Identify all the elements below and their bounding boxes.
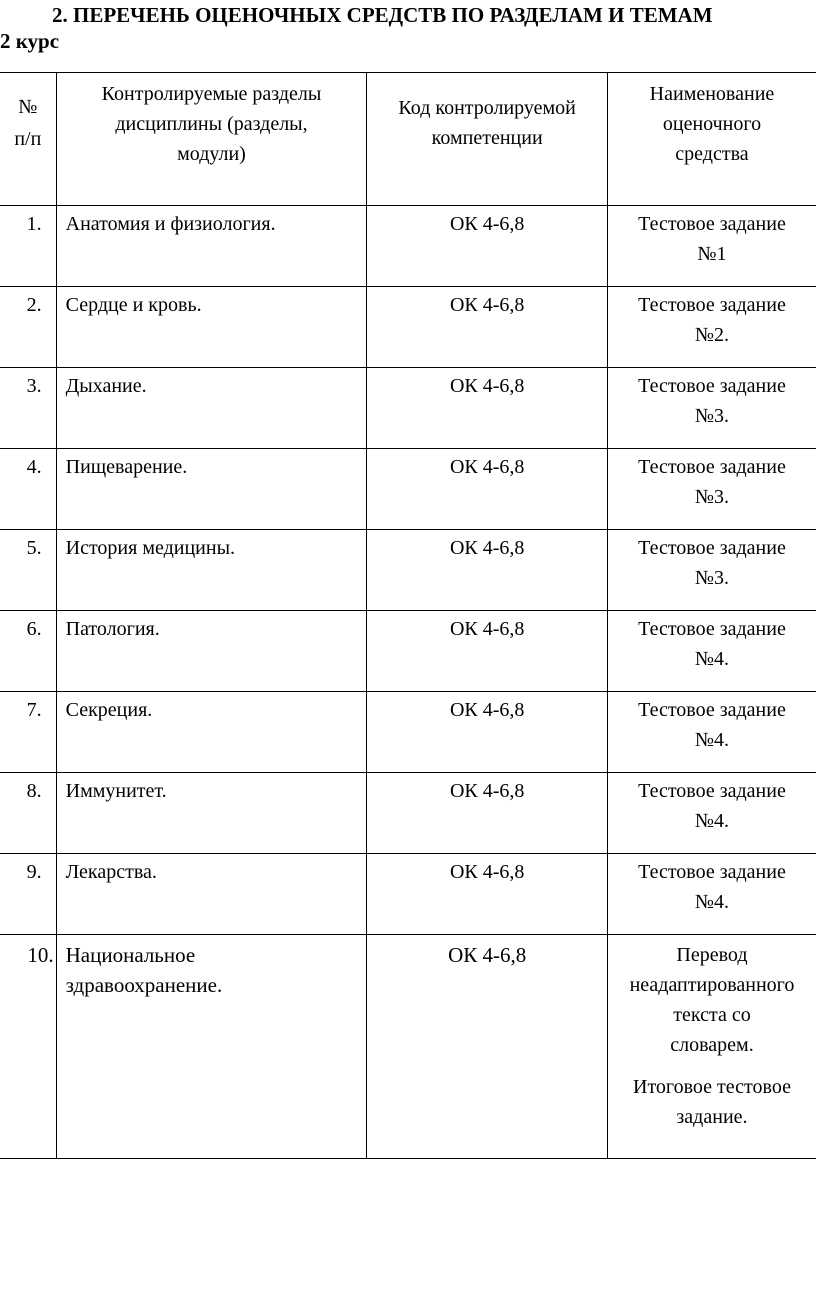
document-title: 2. ПЕРЕЧЕНЬ ОЦЕНОЧНЫХ СРЕДСТВ ПО РАЗДЕЛАМ И ТЕМАМ xyxy=(52,3,713,27)
row-competence-code: ОК 4-6,8 xyxy=(367,206,608,287)
row-section: Сердце и кровь. xyxy=(56,287,367,368)
row-assessment-tool: Тестовое задание №4. xyxy=(607,854,816,935)
table-row xyxy=(0,773,816,854)
row-number: 9. xyxy=(0,854,56,935)
row-assessment-tool: Тестовое задание №3. xyxy=(607,530,816,611)
row-assessment-tool: Тестовое задание №4. xyxy=(607,773,816,854)
row-competence-code: ОК 4-6,8 xyxy=(367,854,608,935)
row-number: 7. xyxy=(0,692,56,773)
row-section: Анатомия и физиология. xyxy=(56,206,367,287)
row-assessment-tool xyxy=(607,935,816,1159)
row-competence-code: ОК 4-6,8 xyxy=(367,935,608,1159)
table-row xyxy=(0,530,816,611)
row-assessment-tool: Тестовое задание №4. xyxy=(607,692,816,773)
row-assessment-tool: Тестовое задание №3. xyxy=(607,368,816,449)
row-section: Национальное здравоохранение. xyxy=(56,935,367,1159)
row-section: Пищеварение. xyxy=(56,449,367,530)
row-number: 1. xyxy=(0,206,56,287)
course-subtitle: 2 курс xyxy=(0,29,60,53)
table-row xyxy=(0,692,816,773)
table-row xyxy=(0,368,816,449)
row-number: 8. xyxy=(0,773,56,854)
row-number: 6. xyxy=(0,611,56,692)
row-competence-code: ОК 4-6,8 xyxy=(367,449,608,530)
table-row-last xyxy=(0,935,816,1159)
row-competence-code: ОК 4-6,8 xyxy=(367,287,608,368)
table-row xyxy=(0,854,816,935)
row-number: 5. xyxy=(0,530,56,611)
table-header-row xyxy=(0,73,816,206)
row-number: 3. xyxy=(0,368,56,449)
header-sections: Контролируемые разделы дисциплины (разделы, модули) xyxy=(56,73,367,206)
row-competence-code: ОК 4-6,8 xyxy=(367,530,608,611)
row-assessment-tool: Тестовое задание №3. xyxy=(607,449,816,530)
row-number: 2. xyxy=(0,287,56,368)
row-assessment-tool: Тестовое задание №1 xyxy=(607,206,816,287)
row-section: Лекарства. xyxy=(56,854,367,935)
row-section: Секреция. xyxy=(56,692,367,773)
assessment-table xyxy=(0,72,816,1159)
table-row xyxy=(0,449,816,530)
header-num: № п/п xyxy=(0,73,56,206)
tool-paragraph-translation: Перевод неадаптированного текста со словарем. xyxy=(629,944,795,1056)
table-row xyxy=(0,206,816,287)
row-number: 4. xyxy=(0,449,56,530)
row-section: История медицины. xyxy=(56,530,367,611)
row-competence-code: ОК 4-6,8 xyxy=(367,368,608,449)
row-assessment-tool: Тестовое задание №2. xyxy=(607,287,816,368)
table-row xyxy=(0,611,816,692)
row-number: 10. xyxy=(0,935,56,1159)
tool-paragraph-final-test: Итоговое тестовое задание. xyxy=(633,1076,791,1128)
header-code: Код контролируемой компетенции xyxy=(367,73,608,206)
row-section: Иммунитет. xyxy=(56,773,367,854)
header-tool: Наименование оценочного средства xyxy=(607,73,816,206)
row-competence-code: ОК 4-6,8 xyxy=(367,692,608,773)
table-row xyxy=(0,287,816,368)
row-competence-code: ОК 4-6,8 xyxy=(367,773,608,854)
row-competence-code: ОК 4-6,8 xyxy=(367,611,608,692)
row-section: Дыхание. xyxy=(56,368,367,449)
row-assessment-tool: Тестовое задание №4. xyxy=(607,611,816,692)
row-section: Патология. xyxy=(56,611,367,692)
